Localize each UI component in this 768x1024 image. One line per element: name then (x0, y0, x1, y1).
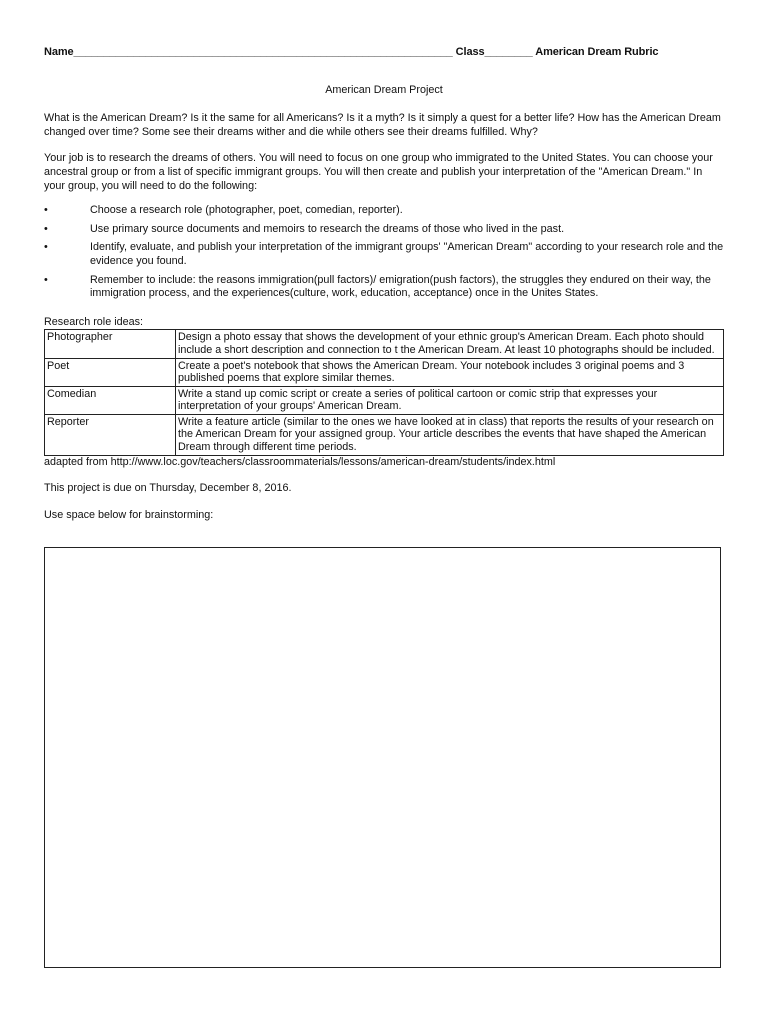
list-item-text: Choose a research role (photographer, poet, comedian, reporter). (90, 204, 403, 217)
role-name: Poet (45, 358, 176, 386)
bullet-icon: • (44, 204, 48, 217)
due-date-line: This project is due on Thursday, December 8, 2016. (44, 482, 292, 495)
list-item (44, 204, 724, 218)
role-name: Comedian (45, 386, 176, 414)
role-name: Reporter (45, 414, 176, 455)
document-page (44, 46, 724, 522)
list-item (44, 241, 724, 268)
role-name: Photographer (45, 330, 176, 358)
list-item (44, 274, 724, 301)
role-description: Write a feature article (similar to the ones we have looked at in class) that reports the results of your research on the American Dream for your assigned group. Your article describes the events that have shaped the American Dream through different time periods. (176, 414, 724, 455)
rubric-label: American Dream Rubric (535, 46, 659, 58)
name-field-label: Name_______________________________________________________________ (44, 46, 453, 58)
brainstorm-label: Use space below for brainstorming: (44, 508, 214, 521)
role-description: Design a photo essay that shows the development of your ethnic group's American Dream. Each photo should include a short description and connection to t the American Dream. At least 10 photographs should be included. (176, 330, 724, 358)
source-citation: adapted from http://www.loc.gov/teachers/classroommaterials/lessons/american-dream/students/index.html (44, 455, 556, 468)
table-row (45, 330, 724, 358)
bullet-icon: • (44, 273, 48, 286)
task-list (44, 204, 724, 301)
list-item-text: Use primary source documents and memoirs to research the dreams of those who lived in the past. (90, 222, 565, 235)
job-paragraph: Your job is to research the dreams of others. You will need to focus on one group who immigrated to the United States. You can choose your ancestral group or from a list of specific immigrant groups. You will then create and publish your interpretation of the "American Dream." In your group, you will need to do the following: (44, 152, 713, 192)
bullet-icon: • (44, 241, 48, 254)
header-line (44, 46, 724, 60)
bullet-icon: • (44, 222, 48, 235)
page-title: American Dream Project (325, 83, 443, 96)
class-field-label: Class________ (455, 46, 533, 58)
intro-paragraph: What is the American Dream? Is it the same for all Americans? Is it a myth? Is it simply a quest for a better life? How has the American Dream changed over time? Some see their dreams wither and die while others see their dreams fulfilled. Why? (44, 112, 721, 138)
brainstorm-area[interactable] (44, 547, 721, 968)
table-row (45, 358, 724, 386)
table-row (45, 386, 724, 414)
table-row (45, 414, 724, 455)
list-item (44, 223, 724, 237)
list-item-text: Remember to include: the reasons immigration(pull factors)/ emigration(push factors), the struggles they endured on their way, the immigration process, and the experiences(culture, work, education, acceptance) once in the Unites States. (90, 273, 711, 300)
list-item-text: Identify, evaluate, and publish your interpretation of the immigrant groups' "American Dream" according to your research role and the evidence you found. (90, 241, 724, 267)
role-description: Write a stand up comic script or create a series of political cartoon or comic strip that expresses your interpretation of your groups' American Dream. (176, 386, 724, 414)
roles-label: Research role ideas: (44, 315, 144, 328)
roles-table (44, 329, 724, 455)
role-description: Create a poet's notebook that shows the American Dream. Your notebook includes 3 original poems and 3 published poems that explore similar themes. (176, 358, 724, 386)
